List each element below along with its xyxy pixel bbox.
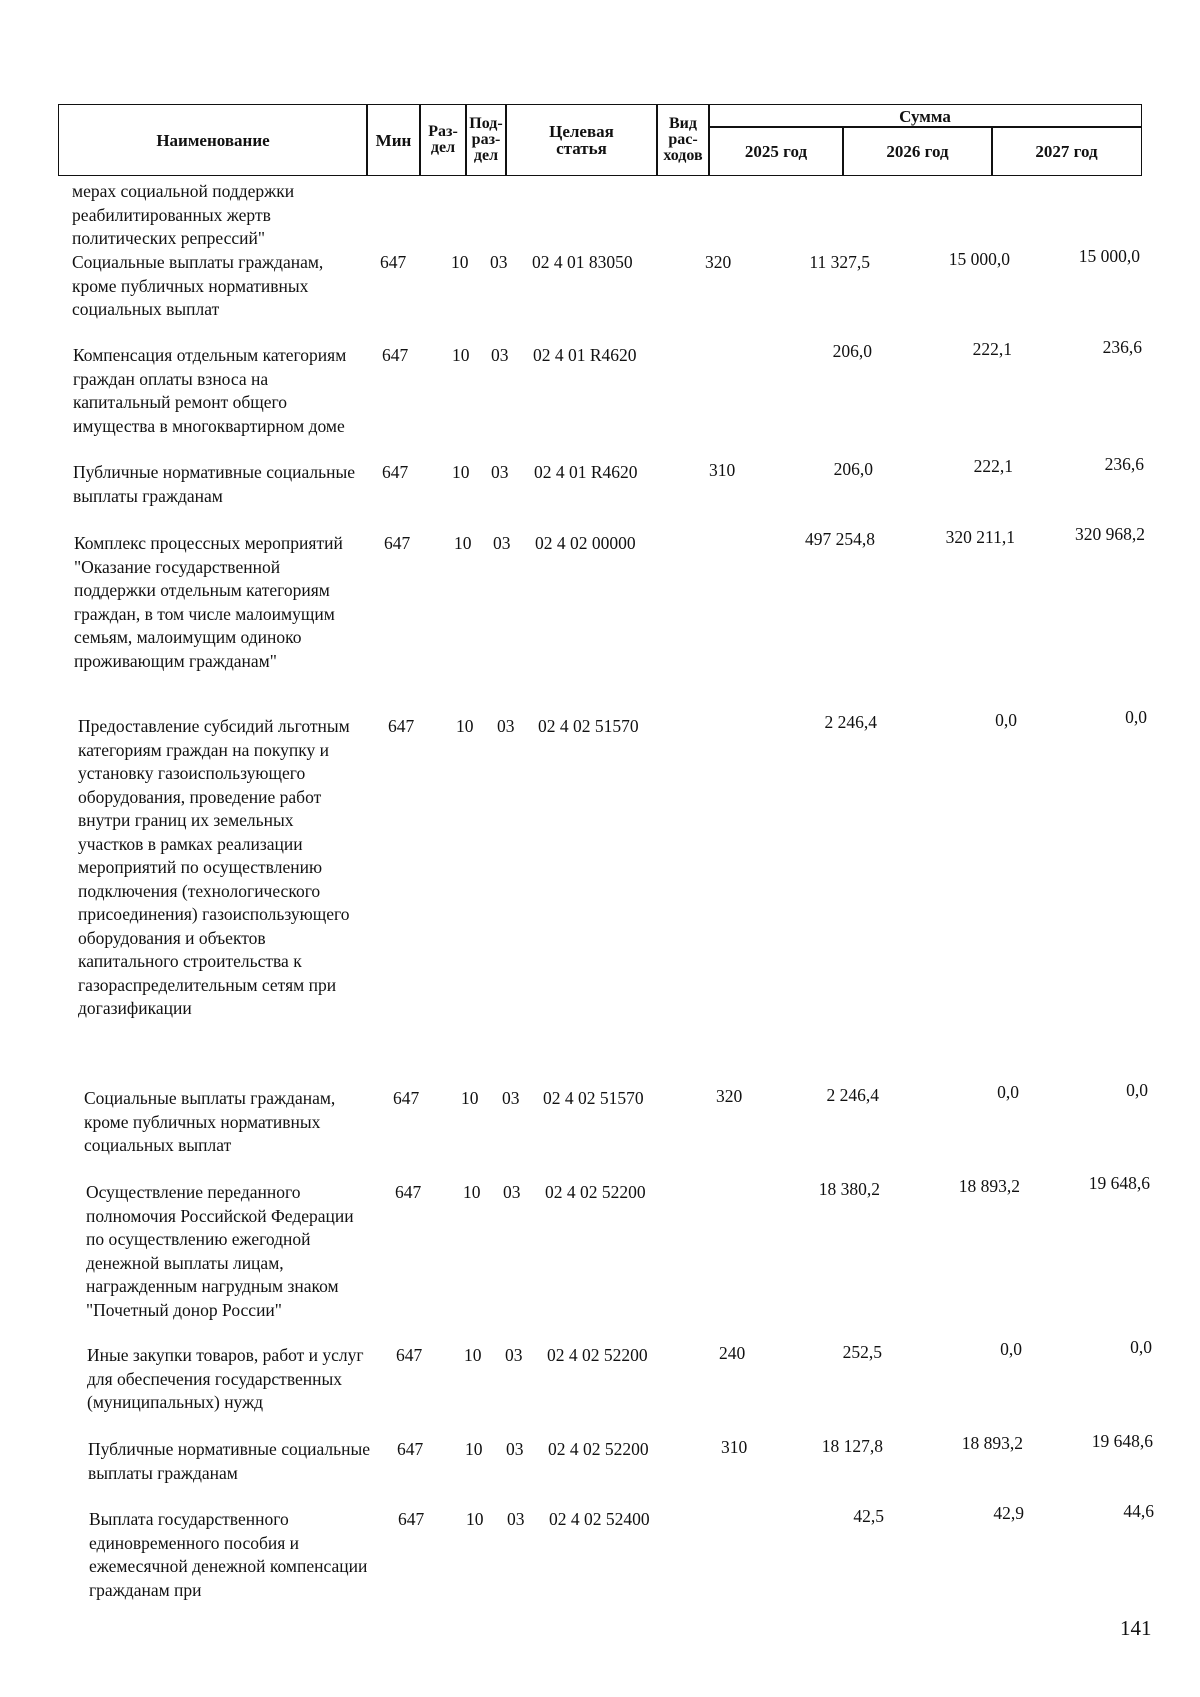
row-podrazdel: 03 bbox=[493, 533, 511, 553]
row-2027: 19 648,6 bbox=[1088, 1173, 1150, 1193]
row-2025: 206,0 bbox=[833, 459, 873, 479]
row-name: Комплекс процессных мероприятий "Оказание государственной поддержки отдельным категориям граждан, в том числе малоимущим семьям, малоимущим одиноко проживающим гражданам" bbox=[74, 533, 343, 671]
header-razdel: Раз- дел bbox=[419, 104, 467, 176]
row-2025: 11 327,5 bbox=[809, 252, 870, 272]
row-2027: 44,6 bbox=[1123, 1501, 1154, 1521]
row-name: Публичные нормативные социальные выплаты гражданам bbox=[88, 1439, 370, 1483]
header-min: Мин bbox=[366, 104, 421, 176]
header-sum: Сумма bbox=[708, 104, 1142, 128]
row-2027: 15 000,0 bbox=[1078, 246, 1140, 266]
row-min: 647 bbox=[398, 1509, 425, 1529]
header-year-2026: 2026 год bbox=[842, 126, 993, 176]
row-2026: 320 211,1 bbox=[945, 527, 1015, 547]
row-min: 647 bbox=[380, 252, 407, 272]
row-expense-type: 240 bbox=[719, 1343, 746, 1363]
row-2025: 252,5 bbox=[842, 1342, 882, 1362]
row-min: 647 bbox=[388, 716, 415, 736]
row-podrazdel: 03 bbox=[503, 1182, 521, 1202]
row-expense-type: 310 bbox=[709, 460, 736, 480]
row-2025: 18 380,2 bbox=[818, 1179, 880, 1199]
row-razdel: 10 bbox=[451, 252, 469, 272]
row-2026: 15 000,0 bbox=[948, 249, 1010, 269]
row-target-article: 02 4 01 R4620 bbox=[534, 462, 638, 482]
row-2026: 0,0 bbox=[997, 1082, 1019, 1102]
header-year-2027: 2027 год bbox=[991, 126, 1142, 176]
row-target-article: 02 4 02 52200 bbox=[547, 1345, 648, 1365]
row-razdel: 10 bbox=[452, 345, 470, 365]
row-razdel: 10 bbox=[454, 533, 472, 553]
row-name: Публичные нормативные социальные выплаты гражданам bbox=[73, 462, 355, 506]
row-2027: 19 648,6 bbox=[1091, 1431, 1153, 1451]
row-2027: 236,6 bbox=[1104, 454, 1144, 474]
row-2025: 206,0 bbox=[832, 341, 872, 361]
row-razdel: 10 bbox=[452, 462, 470, 482]
row-2026: 42,9 bbox=[993, 1503, 1024, 1523]
row-podrazdel: 03 bbox=[497, 716, 515, 736]
row-razdel: 10 bbox=[465, 1439, 483, 1459]
table-header bbox=[58, 104, 1142, 176]
row-2025: 2 246,4 bbox=[824, 712, 877, 732]
row-podrazdel: 03 bbox=[502, 1088, 520, 1108]
header-target-article: Целевая статья bbox=[505, 104, 658, 176]
row-podrazdel: 03 bbox=[491, 345, 509, 365]
row-2025: 497 254,8 bbox=[805, 529, 875, 549]
row-podrazdel: 03 bbox=[507, 1509, 525, 1529]
row-expense-type: 320 bbox=[705, 252, 732, 272]
row-2026: 222,1 bbox=[972, 339, 1012, 359]
row-min: 647 bbox=[396, 1345, 423, 1365]
row-expense-type: 310 bbox=[721, 1437, 748, 1457]
row-min: 647 bbox=[395, 1182, 422, 1202]
row-min: 647 bbox=[393, 1088, 420, 1108]
row-target-article: 02 4 02 51570 bbox=[538, 716, 639, 736]
row-target-article: 02 4 02 52400 bbox=[549, 1509, 650, 1529]
header-year-2025: 2025 год bbox=[708, 126, 844, 176]
row-min: 647 bbox=[382, 462, 409, 482]
header-podrazdel: Под- раз- дел bbox=[465, 104, 507, 176]
row-2027: 320 968,2 bbox=[1075, 524, 1145, 544]
row-name: Компенсация отдельным категориям граждан оплаты взноса на капитальный ремонт общего имущества в многоквартирном доме bbox=[73, 345, 347, 436]
row-target-article: 02 4 02 00000 bbox=[535, 533, 636, 553]
row-2026: 222,1 bbox=[973, 456, 1013, 476]
row-name: Социальные выплаты гражданам, кроме публичных нормативных социальных выплат bbox=[72, 252, 324, 319]
row-podrazdel: 03 bbox=[506, 1439, 524, 1459]
row-razdel: 10 bbox=[461, 1088, 479, 1108]
row-2026: 18 893,2 bbox=[961, 1433, 1023, 1453]
row-min: 647 bbox=[397, 1439, 424, 1459]
row-name: мерах социальной поддержки реабилитированных жертв политических репрессий" bbox=[72, 181, 295, 248]
row-min: 647 bbox=[384, 533, 411, 553]
row-2026: 0,0 bbox=[995, 710, 1017, 730]
row-expense-type: 320 bbox=[716, 1086, 743, 1106]
header-name: Наименование bbox=[58, 104, 368, 176]
header-expense-type: Вид рас- ходов bbox=[656, 104, 710, 176]
row-razdel: 10 bbox=[464, 1345, 482, 1365]
row-name: Предоставление субсидий льготным категориям граждан на покупку и установку газоиспользующего оборудования, проведение работ внутри границ их земельных участков в рамках реализации мероприятий по осуществлению подключения (технологического присоединения) газоиспользующего оборудования и объектов капитального строительства к газораспределительным сетям при догазификации bbox=[78, 716, 350, 1018]
row-2027: 0,0 bbox=[1130, 1337, 1152, 1357]
row-target-article: 02 4 02 52200 bbox=[545, 1182, 646, 1202]
row-podrazdel: 03 bbox=[505, 1345, 523, 1365]
row-target-article: 02 4 01 R4620 bbox=[533, 345, 637, 365]
row-target-article: 02 4 02 52200 bbox=[548, 1439, 649, 1459]
row-2025: 42,5 bbox=[853, 1506, 884, 1526]
row-name: Выплата государственного единовременного пособия и ежемесячной денежной компенсации гражданам при bbox=[89, 1509, 368, 1600]
row-razdel: 10 bbox=[466, 1509, 484, 1529]
row-2027: 0,0 bbox=[1126, 1080, 1148, 1100]
row-min: 647 bbox=[382, 345, 409, 365]
page-number: 141 bbox=[1120, 1616, 1152, 1640]
row-2025: 18 127,8 bbox=[821, 1436, 883, 1456]
row-podrazdel: 03 bbox=[490, 252, 508, 272]
row-2027: 0,0 bbox=[1125, 707, 1147, 727]
row-name: Социальные выплаты гражданам, кроме публичных нормативных социальных выплат bbox=[84, 1088, 336, 1155]
row-target-article: 02 4 01 83050 bbox=[532, 252, 633, 272]
row-name: Иные закупки товаров, работ и услуг для обеспечения государственных (муниципальных) нужд bbox=[87, 1345, 364, 1412]
row-razdel: 10 bbox=[463, 1182, 481, 1202]
row-podrazdel: 03 bbox=[491, 462, 509, 482]
row-2025: 2 246,4 bbox=[826, 1085, 879, 1105]
row-name: Осуществление переданного полномочия Российской Федерации по осуществлению ежегодной денежной выплаты лицам, награжденным нагрудным знаком "Почетный донор России" bbox=[86, 1182, 354, 1320]
row-target-article: 02 4 02 51570 bbox=[543, 1088, 644, 1108]
row-2026: 18 893,2 bbox=[958, 1176, 1020, 1196]
row-2027: 236,6 bbox=[1102, 337, 1142, 357]
row-razdel: 10 bbox=[456, 716, 474, 736]
row-2026: 0,0 bbox=[1000, 1339, 1022, 1359]
